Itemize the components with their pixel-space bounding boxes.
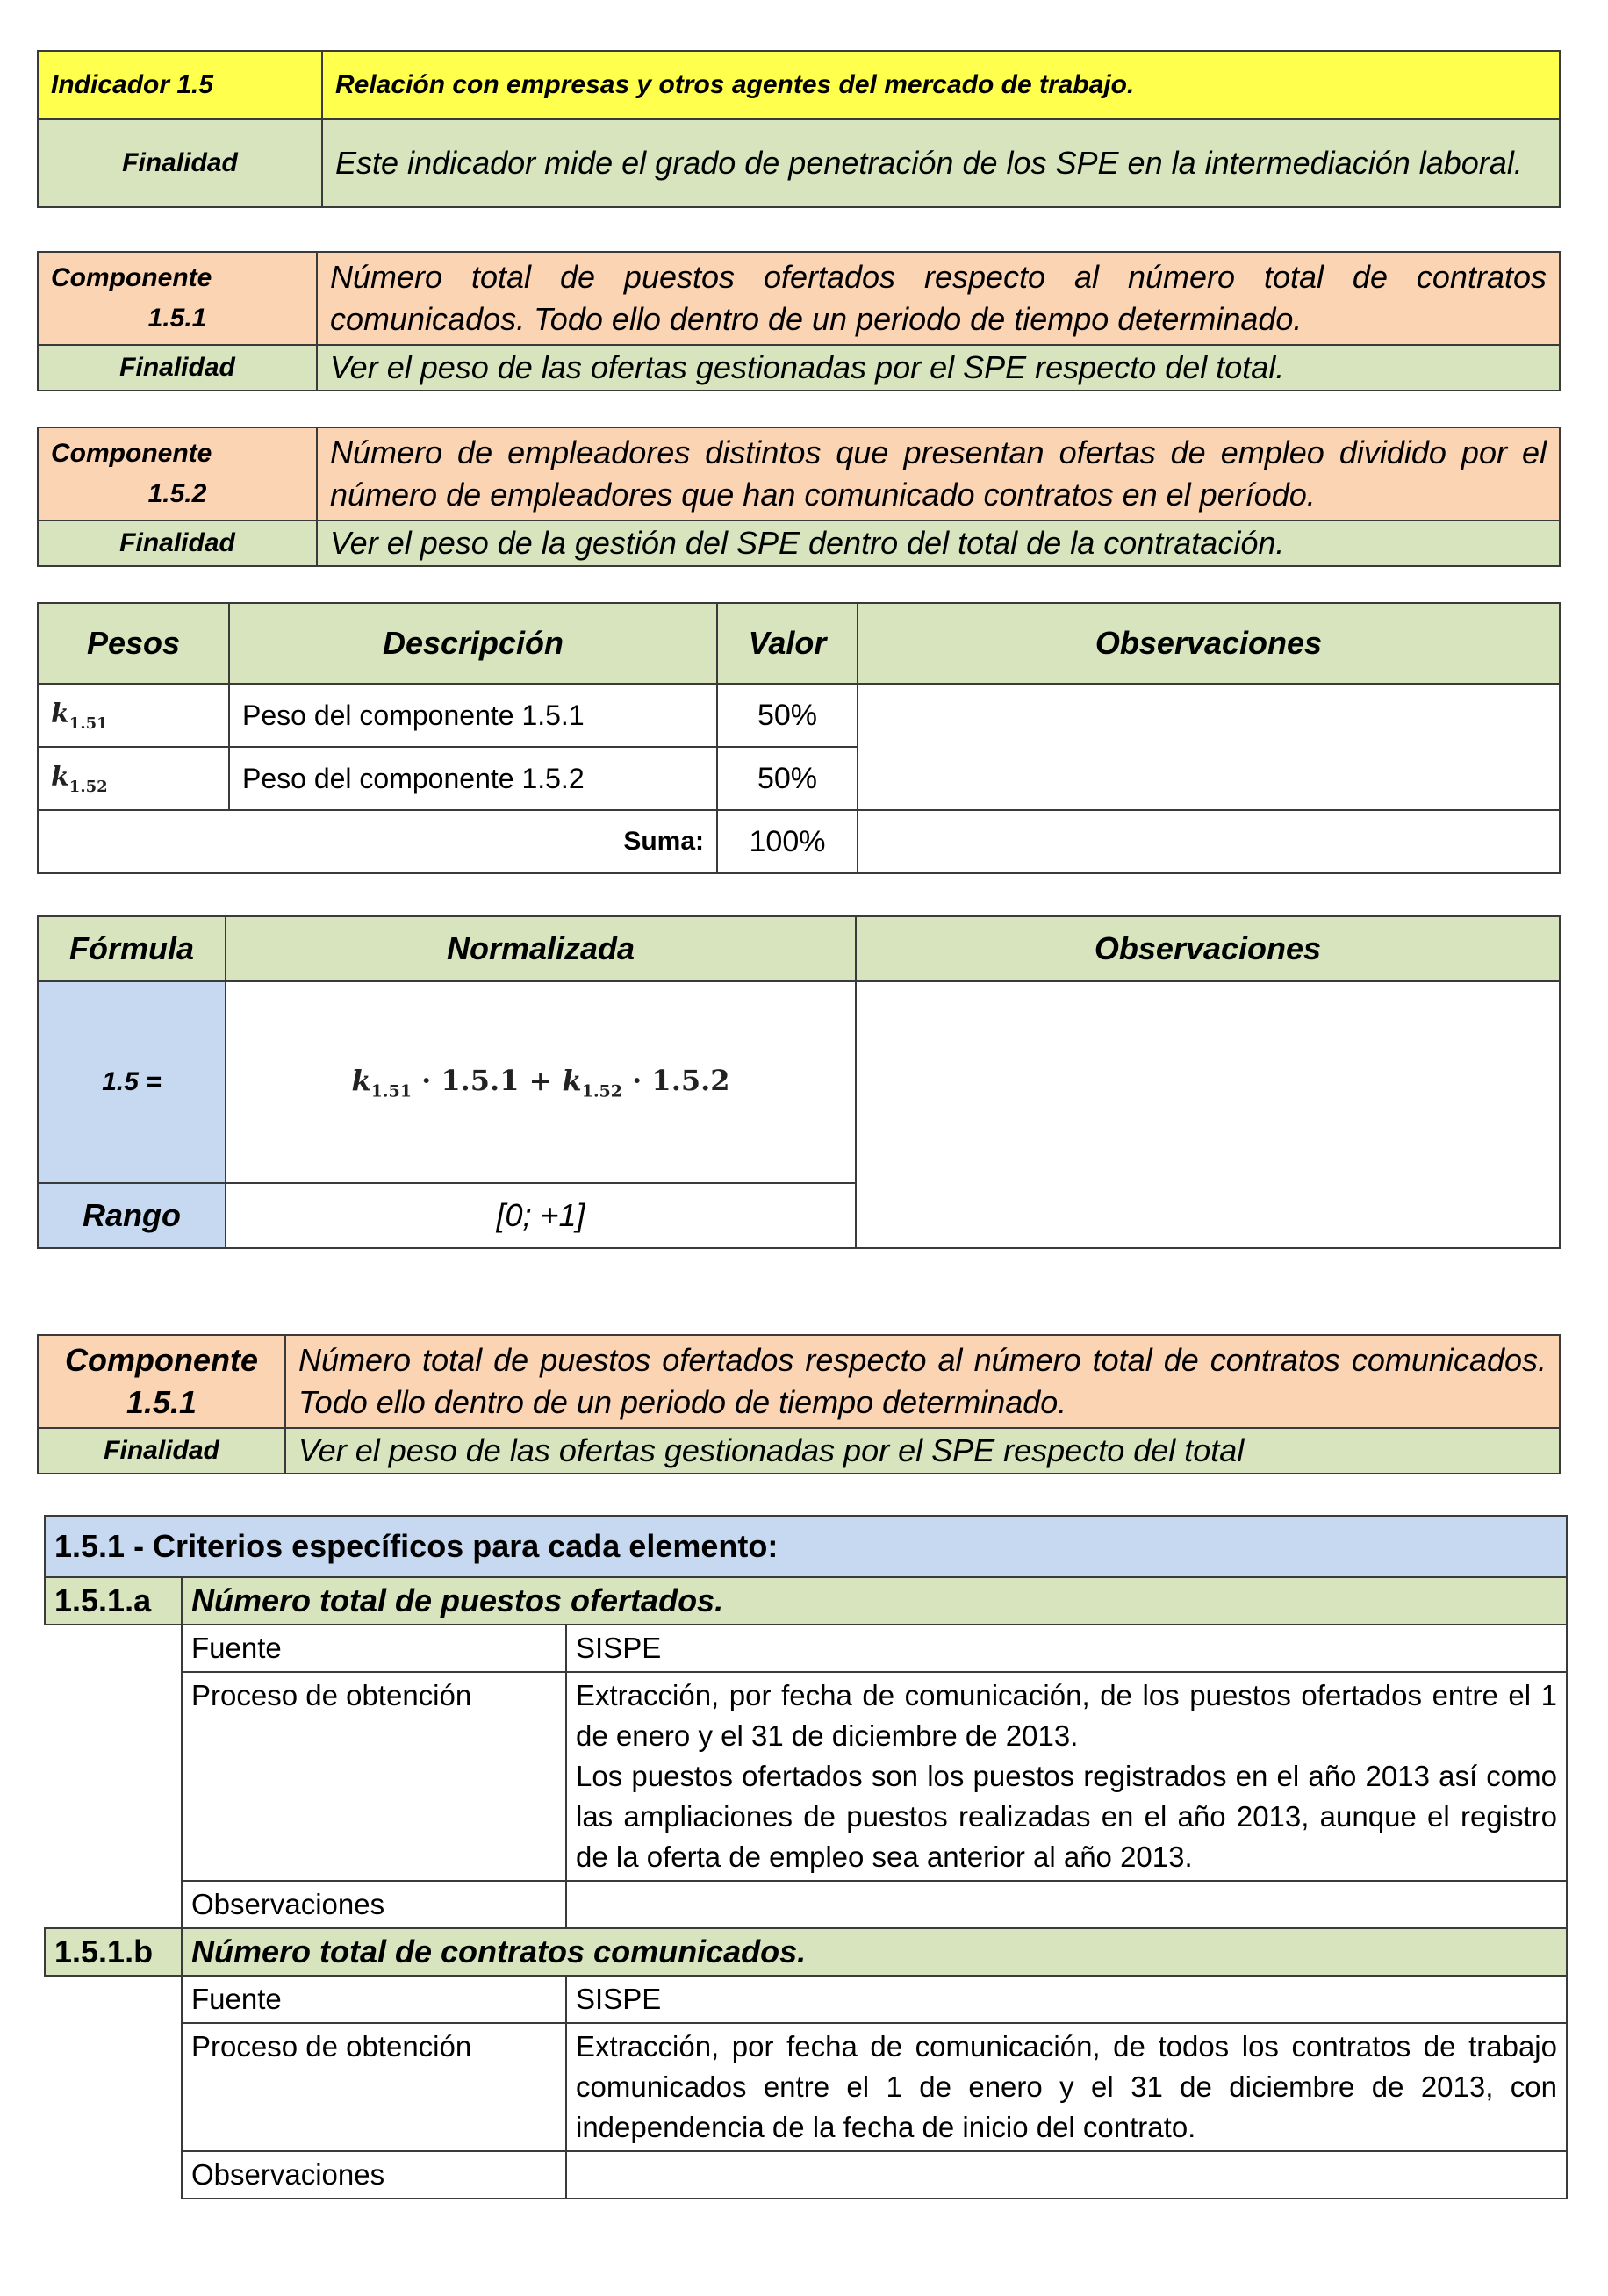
componente-2-table <box>37 427 1561 567</box>
pesos-table <box>37 602 1561 874</box>
componente-1-table <box>37 251 1561 391</box>
indicator-table <box>37 50 1561 208</box>
pesos-header: Pesos <box>38 603 229 684</box>
element-b-proceso: Extracción, por fecha de comunicación, de todos los contratos de trabajo comunicados entre el 1 de enero y el 31 de diciembre de 2013, con independencia de la fecha de inicio del contrato. <box>566 2023 1567 2151</box>
element-a-observaciones-label: Observaciones <box>182 1881 566 1928</box>
element-a-observaciones <box>566 1881 1567 1928</box>
componente-2-label-b: 1.5.2 <box>147 479 207 508</box>
peso-symbol-2: $k_{1.52}$ <box>38 747 229 810</box>
indicator-label: Indicador 1.5 <box>38 51 322 119</box>
componente-1-detail-text: Número total de puestos ofertados respecto al número total de contratos comunicados. Todo ello dentro de un periodo de tiempo determinado. <box>285 1335 1560 1428</box>
element-a-indent <box>45 1625 182 1928</box>
componente-2-label-a: Componente <box>51 439 212 468</box>
element-b-indent <box>45 1976 182 2199</box>
element-b-code: 1.5.1.b <box>45 1928 182 1976</box>
element-a-code: 1.5.1.a <box>45 1577 182 1625</box>
rango-label: Rango <box>38 1183 226 1248</box>
suma-label: Suma: <box>38 810 717 873</box>
finalidad-label: Finalidad <box>38 119 322 207</box>
peso-description-1: Peso del componente 1.5.1 <box>229 684 717 747</box>
element-b-fuente: SISPE <box>566 1976 1567 2023</box>
peso-symbol-1: $k_{1.51}$ <box>38 684 229 747</box>
element-b-proceso-label: Proceso de obtención <box>182 2023 566 2151</box>
componente-2-label <box>38 427 317 520</box>
peso-value-1: 50% <box>717 684 858 747</box>
criterios-table <box>44 1515 1568 2199</box>
componente-1-finalidad-text: Ver el peso de las ofertas gestionadas por el SPE respecto del total. <box>317 345 1560 391</box>
formula-expression: $k_{1.51} \cdot 1.5.1 + k_{1.52} \cdot 1.5.2$ <box>226 981 856 1183</box>
element-a-proceso-label: Proceso de obtención <box>182 1672 566 1881</box>
componente-1-detail-table <box>37 1334 1561 1474</box>
element-a-proceso <box>566 1672 1567 1881</box>
pesos-observaciones-cell <box>858 684 1560 810</box>
criterios-heading: 1.5.1 - Criterios específicos para cada elemento: <box>45 1516 1567 1577</box>
element-b-title: Número total de contratos comunicados. <box>182 1928 1567 1976</box>
element-a-fuente-label: Fuente <box>182 1625 566 1672</box>
indicator-title: Relación con empresas y otros agentes del mercado de trabajo. <box>322 51 1560 119</box>
componente-1-finalidad-label: Finalidad <box>38 345 317 391</box>
componente-1-label-a: Componente <box>51 263 212 292</box>
descripcion-header: Descripción <box>229 603 717 684</box>
element-a-title: Número total de puestos ofertados. <box>182 1577 1567 1625</box>
peso-value-2: 50% <box>717 747 858 810</box>
componente-1-detail-finalidad-text: Ver el peso de las ofertas gestionadas por el SPE respecto del total <box>285 1428 1560 1474</box>
element-b-observaciones <box>566 2151 1567 2199</box>
rango-value: [0; +1] <box>226 1183 856 1248</box>
finalidad-text: Este indicador mide el grado de penetración de los SPE en la intermediación laboral. <box>322 119 1560 207</box>
componente-1-detail-label <box>38 1335 285 1428</box>
element-a-proceso-p1: Extracción, por fecha de comunicación, de los puestos ofertados entre el 1 de enero y el 31 de diciembre de 2013. <box>576 1679 1557 1752</box>
componente-2-finalidad-label: Finalidad <box>38 520 317 566</box>
formula-table <box>37 915 1561 1249</box>
componente-2-finalidad-text: Ver el peso de la gestión del SPE dentro del total de la contratación. <box>317 520 1560 566</box>
valor-header: Valor <box>717 603 858 684</box>
formula-observaciones-cell <box>856 981 1560 1248</box>
formula-header: Fórmula <box>38 916 226 981</box>
componente-1-detail-finalidad-label: Finalidad <box>38 1428 285 1474</box>
element-b-fuente-label: Fuente <box>182 1976 566 2023</box>
observaciones-header: Observaciones <box>858 603 1560 684</box>
suma-observaciones-cell <box>858 810 1560 873</box>
componente-1-detail-label-b: 1.5.1 <box>126 1384 197 1420</box>
element-a-fuente: SISPE <box>566 1625 1567 1672</box>
normalizada-header: Normalizada <box>226 916 856 981</box>
element-b-observaciones-label: Observaciones <box>182 2151 566 2199</box>
componente-2-text: Número de empleadores distintos que presentan ofertas de empleo dividido por el número de empleadores que han comunicado contratos en el período. <box>317 427 1560 520</box>
componente-1-detail-label-a: Componente <box>65 1342 258 1378</box>
formula-observaciones-header: Observaciones <box>856 916 1560 981</box>
suma-value: 100% <box>717 810 858 873</box>
formula-lhs: 1.5 = <box>38 981 226 1183</box>
element-a-proceso-p2: Los puestos ofertados son los puestos registrados en el año 2013 así como las ampliaciones de puestos realizadas en el año 2013, aunque el registro de la oferta de empleo sea anterior al año 2013. <box>576 1760 1557 1873</box>
componente-1-label-b: 1.5.1 <box>147 304 207 333</box>
peso-description-2: Peso del componente 1.5.2 <box>229 747 717 810</box>
componente-1-label <box>38 252 317 345</box>
componente-1-text: Número total de puestos ofertados respecto al número total de contratos comunicados. Todo ello dentro de un periodo de tiempo determinado. <box>317 252 1560 345</box>
